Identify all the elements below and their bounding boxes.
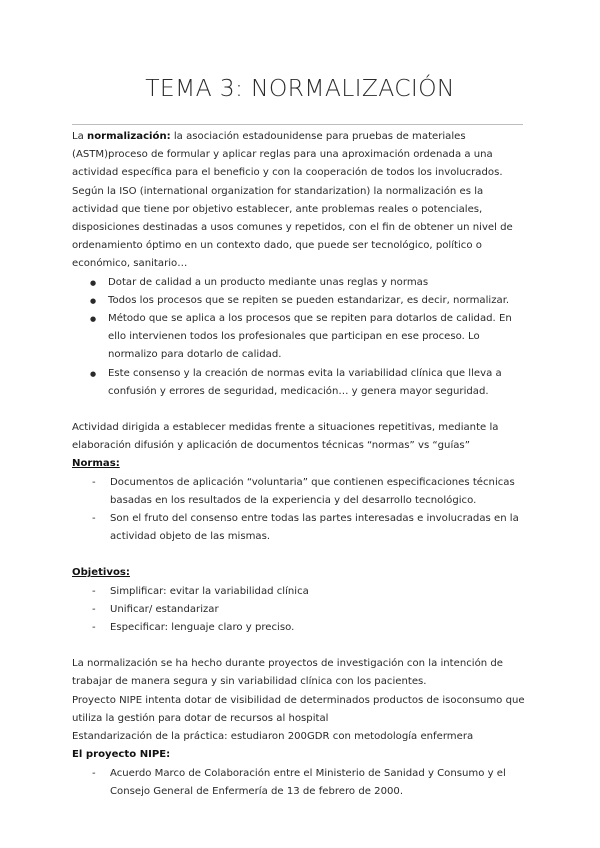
list-item: - Son el fruto del consenso entre todas las partes interesadas e involucradas en la actividad objeto de las mismas.	[90, 510, 530, 546]
objetivos-list	[90, 583, 530, 638]
activity-paragraph: Actividad dirigida a establecer medidas frente a situaciones repetitivas, mediante la elaboración difusión y aplicación de documentos técnicas “normas” vs “guías”	[72, 422, 499, 452]
list-item: - Documentos de aplicación “voluntaria” que contienen especificaciones técnicas basadas en los resultados de la experiencia y del desarrollo tecnológico.	[90, 474, 530, 510]
spacer	[72, 637, 530, 655]
objetivos-heading: Objetivos:	[72, 567, 130, 579]
nipe-heading	[72, 746, 530, 764]
closing-paragraph-1: La normalización se ha hecho durante proyectos de investigación con la intención de trabajar de manera segura y sin variabilidad clínica con los pacientes.	[72, 658, 503, 688]
normas-list	[90, 474, 530, 547]
document-body	[72, 128, 530, 801]
title-divider	[72, 124, 523, 125]
intro-definition: la asociación estadounidense para pruebas de materiales (ASTM)proceso de formular y aplicar reglas para una aproximación ordenada a una actividad específica para el beneficio y con la cooperación de todos los involucrados.	[72, 131, 503, 179]
normas-heading: Normas:	[72, 458, 120, 470]
list-item: ● Este consenso y la creación de normas evita la variabilidad clínica que lleva a confusión y errores de seguridad, medicación… y genera mayor seguridad.	[88, 365, 530, 401]
intro-paragraph-2: Según la ISO (international organization for standarization) la normalización es la actividad que tiene por objetivo establecer, ante problemas reales o potenciales, disposiciones destinadas a usos comunes y repetidos, con el fin de obtener un nivel de ordenamiento óptimo en un contexto dado, que puede ser tecnológico, político o económico, sanitario…	[72, 185, 513, 270]
bullet-list	[88, 274, 530, 401]
spacer	[72, 401, 530, 419]
spacer	[72, 546, 530, 564]
closing-paragraph-2: Proyecto NIPE intenta dotar de visibilidad de determinados productos de isoconsumo que utiliza la gestión para dotar de recursos al hospital	[72, 694, 525, 724]
list-item: ● Dotar de calidad a un producto mediante unas reglas y normas	[88, 274, 530, 292]
list-item: - Acuerdo Marco de Colaboración entre el Ministerio de Sanidad y Consumo y el Consejo General de Enfermería de 13 de febrero de 2000.	[90, 765, 530, 801]
page-title: TEMA 3: NORMALIZACIÓN	[145, 74, 455, 102]
closing-paragraph-3: Estandarización de la práctica: estudiaron 200GDR con metodología enfermera	[72, 731, 474, 743]
list-item: - Simplificar: evitar la variabilidad clínica	[90, 583, 530, 601]
intro-paragraph-1	[72, 128, 530, 183]
intro-prefix: La	[72, 131, 88, 142]
list-item: - Unificar/ estandarizar	[90, 601, 530, 619]
list-item: ● Método que se aplica a los procesos que se repiten para dotarlos de calidad. En ello intervienen todos los profesionales que participan en ese proceso. Lo normalizo para dotarlo de calidad.	[88, 310, 530, 365]
nipe-heading-text: El proyecto NIPE:	[72, 749, 171, 761]
list-item: ● Todos los procesos que se repiten se pueden estandarizar, es decir, normalizar.	[88, 292, 530, 310]
list-item: - Especificar: lenguaje claro y preciso.	[90, 619, 530, 637]
nipe-list	[90, 765, 530, 801]
normalizacion-term: normalización:	[87, 131, 171, 142]
